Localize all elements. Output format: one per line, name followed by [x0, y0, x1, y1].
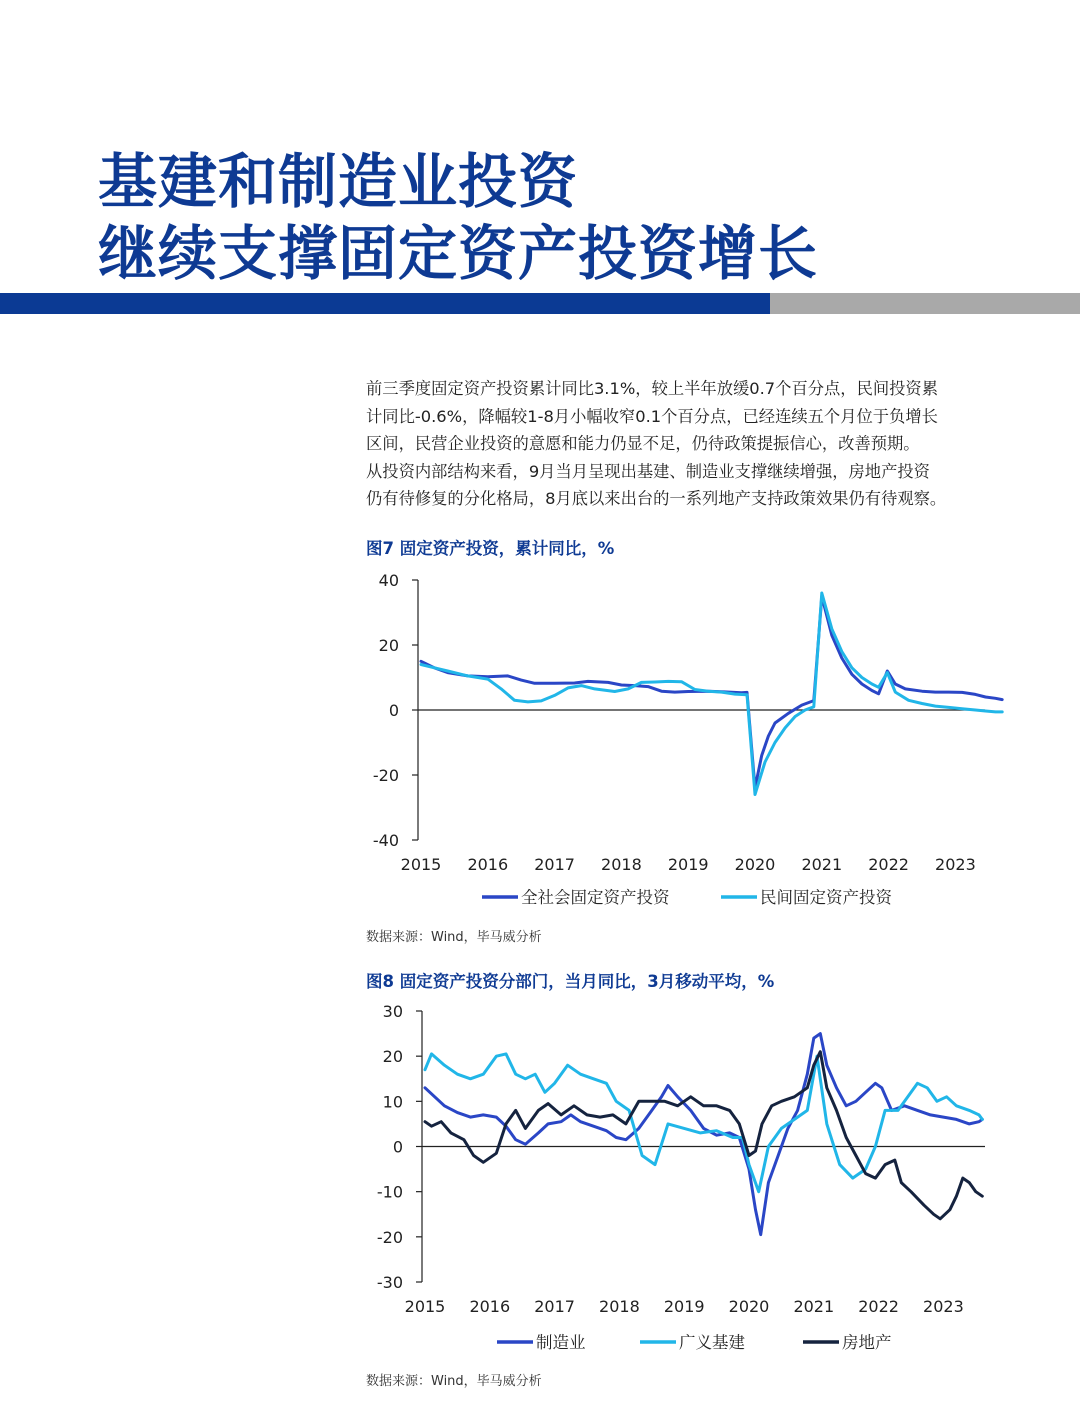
- y-tick-label: 20: [378, 636, 399, 655]
- figure7-source: 数据来源：Wind，毕马威分析: [366, 930, 542, 945]
- y-tick-label: 10: [382, 1092, 403, 1112]
- x-tick-label: 2017: [534, 1297, 575, 1316]
- x-tick-label: 2023: [923, 1297, 964, 1316]
- x-tick-label: 2019: [667, 855, 709, 874]
- x-tick-label: 2023: [935, 855, 976, 874]
- body-line: 前三季度固定资产投资累计同比3.1%，较上半年放缓0.7个百分点，民间投资累: [366, 379, 938, 398]
- y-tick-label: -10: [376, 1182, 403, 1202]
- x-tick-label: 2020: [734, 855, 776, 874]
- title-line-1: 基建和制造业投资: [98, 147, 579, 216]
- x-tick-label: 2016: [467, 855, 509, 874]
- y-tick-label: 40: [378, 571, 399, 590]
- body-paragraph: [366, 375, 1006, 513]
- x-tick-label: 2018: [601, 855, 642, 874]
- x-tick-label: 2020: [728, 1297, 770, 1316]
- legend-label: 房地产: [842, 1333, 892, 1352]
- body-line: 区间，民营企业投资的意愿和能力仍显不足，仍待政策提振信心，改善预期。: [366, 434, 920, 453]
- x-tick-label: 2018: [599, 1297, 640, 1316]
- page-title: [98, 146, 818, 290]
- x-tick-label: 2021: [793, 1297, 835, 1316]
- legend-label: 民间固定资产投资: [760, 888, 892, 907]
- x-tick-label: 2021: [801, 855, 843, 874]
- figure7-chart: [0, 560, 1080, 930]
- series-line: [425, 1052, 982, 1219]
- title-line-2: 继续支撑固定资产投资增长: [98, 219, 819, 288]
- figure7-title: 图7 固定资产投资，累计同比，%: [366, 539, 615, 558]
- y-tick-label: 20: [382, 1047, 403, 1067]
- y-tick-label: -40: [372, 831, 399, 850]
- x-tick-label: 2022: [868, 855, 909, 874]
- y-tick-label: 30: [382, 1002, 403, 1021]
- x-tick-label: 2015: [404, 1297, 446, 1316]
- x-tick-label: 2017: [534, 855, 575, 874]
- legend-label: 制造业: [536, 1333, 586, 1352]
- body-line: 仍有待修复的分化格局，8月底以来出台的一系列地产支持政策效果仍有待观察。: [366, 489, 947, 508]
- y-tick-label: -20: [376, 1227, 403, 1247]
- x-tick-label: 2022: [858, 1297, 899, 1316]
- figure8-chart: [0, 995, 1080, 1365]
- x-tick-label: 2015: [400, 855, 442, 874]
- x-tick-label: 2019: [663, 1297, 705, 1316]
- header-divider-blue: [0, 293, 770, 314]
- legend-label: 广义基建: [679, 1333, 745, 1352]
- x-tick-label: 2016: [469, 1297, 511, 1316]
- header-divider-gray: [770, 293, 1080, 314]
- y-tick-label: -20: [372, 766, 399, 785]
- y-tick-label: 0: [392, 1137, 403, 1157]
- body-line: 计同比-0.6%，降幅较1-8月小幅收窄0.1个百分点，已经连续五个月位于负增长: [366, 406, 938, 426]
- body-line: 从投资内部结构来看，9月当月呈现出基建、制造业支撑继续增强，房地产投资: [366, 461, 930, 481]
- series-line: [425, 1034, 982, 1235]
- series-line: [421, 593, 1002, 795]
- legend-label: 全社会固定资产投资: [521, 888, 670, 907]
- y-tick-label: -30: [376, 1273, 403, 1292]
- figure8-title: 图8 固定资产投资分部门，当月同比，3月移动平均，%: [366, 972, 775, 991]
- y-tick-label: 0: [388, 701, 399, 720]
- figure8-source: 数据来源：Wind，毕马威分析: [366, 1374, 542, 1389]
